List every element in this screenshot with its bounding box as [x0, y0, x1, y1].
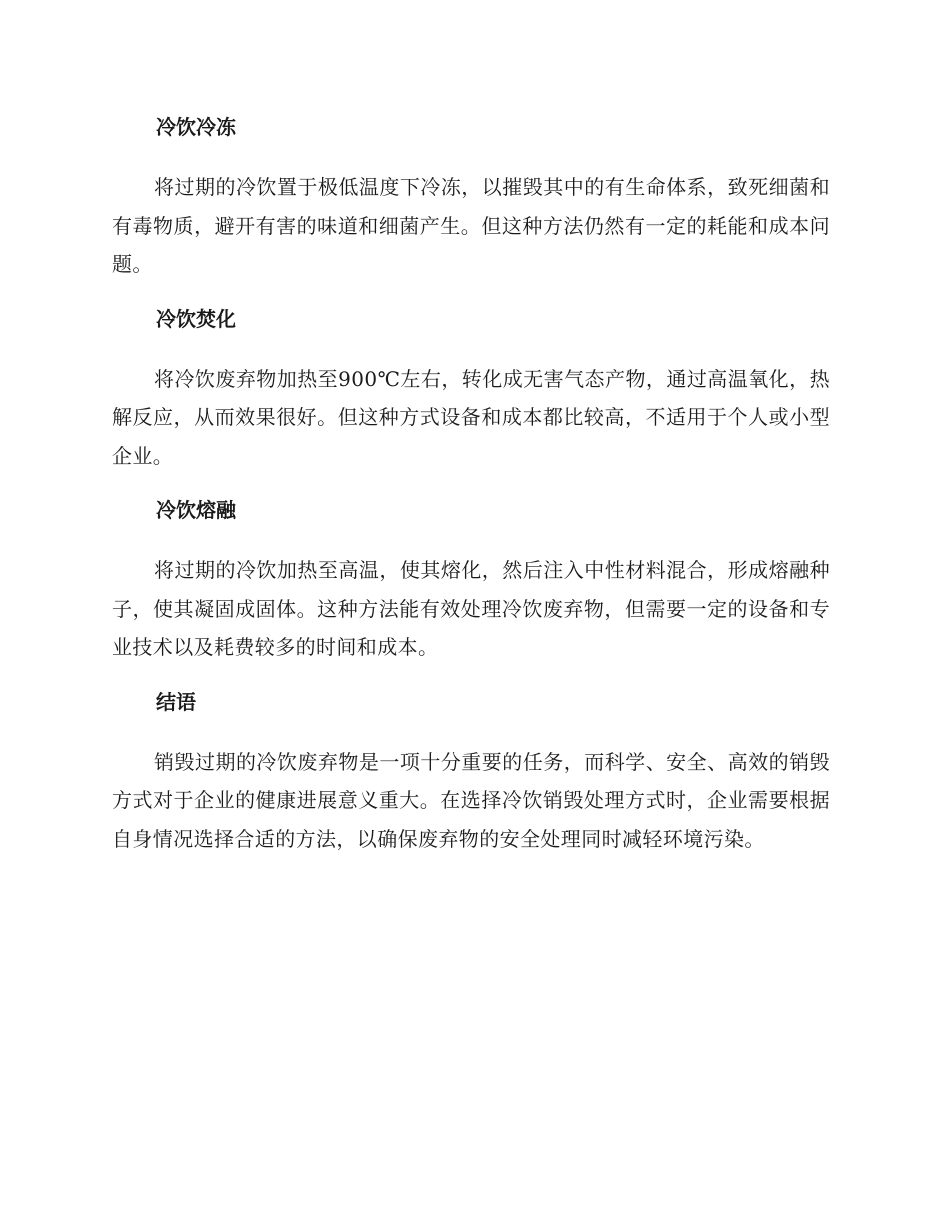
section-melting [112, 493, 830, 685]
section-paragraph: 将冷饮废弃物加热至900℃左右，转化成无害气态产物，通过高温氧化，热解反应，从而效果很好。但这种方式设备和成本都比较高，不适用于个人或小型企业。 [112, 366, 830, 468]
section-heading: 冷饮熔融 [156, 498, 236, 522]
section-paragraph: 将过期的冷饮置于极低温度下冷冻，以摧毁其中的有生命体系，致死细菌和有毒物质，避开有害的味道和细菌产生。但这种方法仍然有一定的耗能和成本问题。 [112, 175, 830, 276]
section-freezing [112, 110, 830, 302]
section-heading: 冷饮冷冻 [156, 115, 236, 139]
document-page [112, 110, 830, 858]
section-heading: 结语 [156, 689, 196, 714]
section-conclusion [112, 685, 830, 859]
section-heading: 冷饮焚化 [156, 306, 236, 331]
section-paragraph: 销毁过期的冷饮废弃物是一项十分重要的任务，而科学、安全、高效的销毁方式对于企业的健康进展意义重大。在选择冷饮销毁处理方式时，企业需要根据自身情况选择合适的方法，以确保废弃物的安全处理同时减轻环境污染。 [112, 749, 830, 851]
section-incineration [112, 302, 830, 494]
section-paragraph: 将过期的冷饮加热至高温，使其熔化，然后注入中性材料混合，形成熔融种子，使其凝固成固体。这种方法能有效处理冷饮废弃物，但需要一定的设备和专业技术以及耗费较多的时间和成本。 [112, 558, 830, 659]
